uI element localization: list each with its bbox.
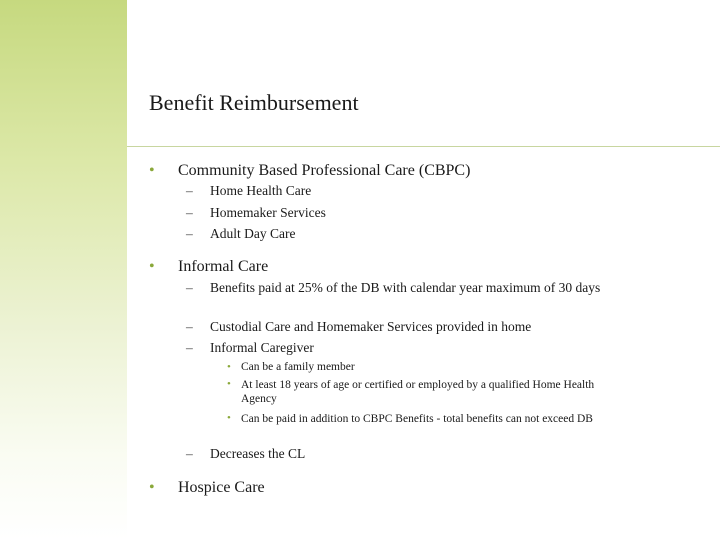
dash-icon: –: [186, 280, 193, 295]
title-divider: [127, 146, 720, 147]
sub-item-informal-caregiver: Informal Caregiver: [210, 340, 314, 355]
dash-icon: –: [186, 226, 193, 241]
decorative-side-band: [0, 0, 127, 540]
bullet-icon: •: [227, 412, 231, 424]
bullet-icon: •: [149, 479, 155, 496]
bullet-informal-care: Informal Care: [178, 258, 269, 275]
sub-item-home-health-care: Home Health Care: [210, 183, 312, 198]
sub-item-benefits-paid: Benefits paid at 25% of the DB with calendar year maximum of 30 days: [210, 280, 601, 295]
bullet-hospice-care: Hospice Care: [178, 479, 265, 496]
bullet-icon: •: [227, 361, 231, 373]
caregiver-item-cbpc: Can be paid in addition to CBPC Benefits - total benefits can not exceed DB: [241, 413, 593, 425]
bullet-icon: •: [227, 378, 231, 390]
sub-item-custodial-care: Custodial Care and Homemaker Services provided in home: [210, 319, 532, 334]
sub-item-homemaker-services: Homemaker Services: [210, 205, 326, 220]
slide-title: Benefit Reimbursement: [149, 90, 359, 115]
sub-item-decreases-cl: Decreases the CL: [210, 446, 306, 461]
dash-icon: –: [186, 446, 193, 461]
dash-icon: –: [186, 340, 193, 355]
sub-item-adult-day-care: Adult Day Care: [210, 226, 296, 241]
caregiver-item-family: Can be a family member: [241, 361, 355, 373]
dash-icon: –: [186, 205, 193, 220]
bullet-icon: •: [149, 162, 155, 179]
caregiver-item-age: At least 18 years of age or certified or employed by a qualified Home Health Agency: [241, 379, 595, 406]
bullet-cbpc: Community Based Professional Care (CBPC): [178, 162, 471, 179]
dash-icon: –: [186, 319, 193, 334]
dash-icon: –: [186, 183, 193, 198]
bullet-icon: •: [149, 258, 155, 275]
